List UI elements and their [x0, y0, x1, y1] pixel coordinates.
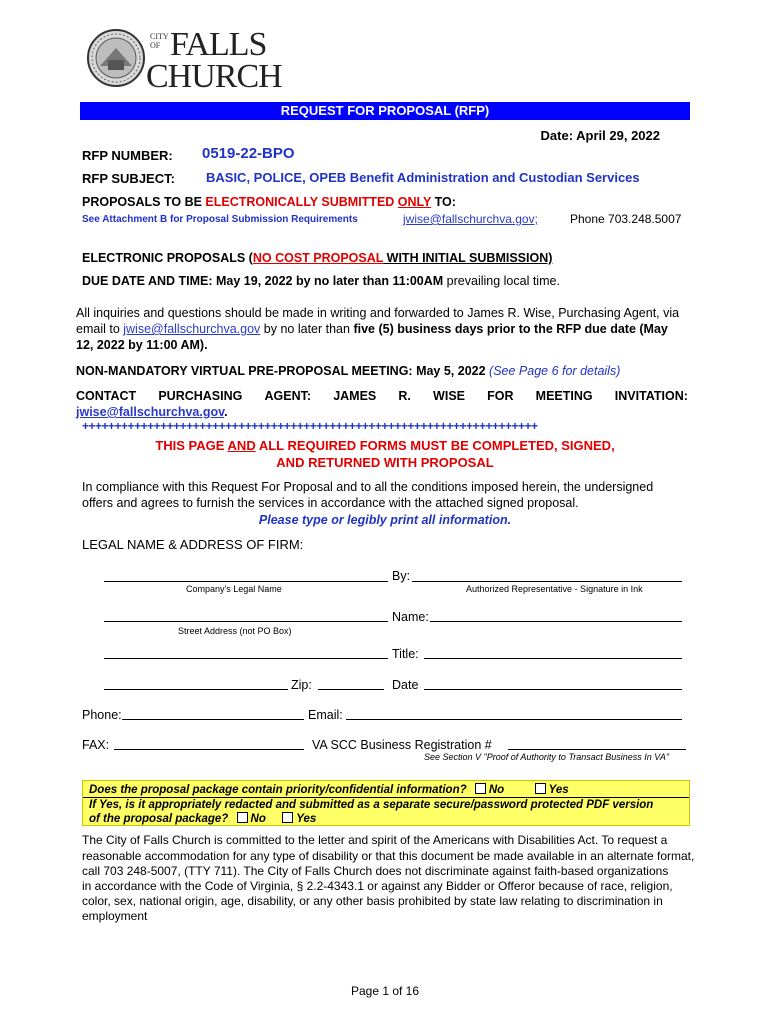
- submission-electronically: ELECTRONICALLY SUBMITTED: [205, 195, 398, 209]
- contact-word: CONTACT: [76, 389, 137, 403]
- contact-word: PURCHASING: [158, 389, 243, 403]
- city-seal-icon: [86, 28, 146, 88]
- signature-field[interactable]: [412, 581, 682, 582]
- q2-no-checkbox[interactable]: [237, 812, 248, 823]
- contact-word: WISE: [433, 389, 465, 403]
- contact-word: MEETING: [535, 389, 593, 403]
- rfp-number-value: 0519-22-BPO: [202, 145, 295, 162]
- due-date: [82, 274, 560, 288]
- rfp-number-label: RFP NUMBER:: [82, 148, 173, 163]
- q1-yes-label: Yes: [548, 784, 569, 796]
- state-field[interactable]: [104, 689, 288, 690]
- compliance-line2: offers and agrees to furnish the services in accordance with the attached signed proposal.: [82, 496, 579, 510]
- inquiries-line2: [76, 322, 668, 336]
- electronic-proposals: [82, 251, 552, 265]
- company-caption: Company's Legal Name: [186, 584, 282, 594]
- date-field[interactable]: [424, 689, 682, 690]
- inquiries-email-link[interactable]: jwise@fallschurchva.gov: [123, 322, 261, 336]
- submission-phone: Phone 703.248.5007: [570, 212, 682, 226]
- fax-field[interactable]: [114, 749, 304, 750]
- confidential-q2-line1: If Yes, is it appropriately redacted and submitted as a separate secure/password protected PDF version: [89, 799, 654, 811]
- q1-no-checkbox[interactable]: [475, 783, 486, 794]
- required-and: AND: [227, 438, 256, 453]
- legal-heading: LEGAL NAME & ADDRESS OF FIRM:: [82, 537, 304, 552]
- logo-city-of: CITY OF: [150, 32, 169, 50]
- inquiries-line3: 12, 2022 by 11:00 AM).: [76, 338, 208, 352]
- confidential-q1-text: Does the proposal package contain priority/confidential information?: [89, 784, 467, 796]
- title-label: Title:: [392, 647, 419, 661]
- fax-label: FAX:: [82, 738, 110, 752]
- page-number: Page 1 of 16: [350, 984, 420, 998]
- submission-prefix: PROPOSALS TO BE: [82, 195, 206, 209]
- compliance-line1: In compliance with this Request For Proposal and to all the conditions imposed herein, the undersigned: [82, 480, 654, 494]
- contact-word: FOR: [487, 389, 514, 403]
- scc-field[interactable]: [508, 749, 686, 750]
- signature-caption: Authorized Representative - Signature in Ink: [466, 584, 643, 594]
- rfp-banner: [80, 102, 690, 120]
- phone-field[interactable]: [122, 719, 304, 720]
- compliance-line3: Please type or legibly print all information.: [258, 513, 512, 527]
- city-logo: [86, 24, 282, 95]
- phone-label: Phone:: [82, 708, 122, 722]
- q2-no-label: No: [250, 813, 266, 825]
- email-label: Email:: [308, 708, 343, 722]
- contact-email-link[interactable]: jwise@fallschurchva.gov: [76, 405, 225, 419]
- scc-label: VA SCC Business Registration #: [312, 738, 492, 752]
- attachment-note: See Attachment B for Proposal Submission Requirements: [82, 214, 358, 225]
- confidential-box: [82, 780, 690, 826]
- rfp-subject-label: RFP SUBJECT:: [82, 171, 175, 186]
- confidential-q2-line2: [89, 812, 316, 825]
- required-post: ALL REQUIRED FORMS MUST BE COMPLETED, SIGNED,: [255, 438, 615, 453]
- required-line1: [0, 438, 770, 453]
- electronic-suffix: WITH INITIAL SUBMISSION): [383, 251, 553, 265]
- electronic-prefix: ELECTRONIC PROPOSALS (: [82, 251, 253, 265]
- contact-line: [76, 389, 688, 403]
- required-line2: AND RETURNED WITH PROPOSAL: [276, 455, 494, 470]
- by-label: By:: [392, 569, 411, 583]
- contact-word: R.: [398, 389, 411, 403]
- submission-only: ONLY: [397, 195, 432, 209]
- inquiries-deadline: five (5) business days prior to the RFP due date (May: [353, 322, 668, 336]
- due-date-rest: prevailing local time.: [443, 274, 560, 288]
- q1-no-label: No: [488, 784, 505, 796]
- ada-line3: call 703 248-5007, (TTY 711). The City of Falls Church does not discriminate against faith-based organizations: [82, 864, 669, 878]
- street-caption: Street Address (not PO Box): [178, 626, 292, 636]
- rfp-date: Date: April 29, 2022: [540, 128, 660, 143]
- confidential-q2-text: of the proposal package?: [89, 813, 229, 825]
- inquiries-email-pre: email to: [76, 322, 124, 336]
- inquiries-mid: by no later than: [260, 322, 354, 336]
- street-address-field[interactable]: [104, 621, 388, 622]
- no-cost-proposal: NO COST PROPOSAL: [252, 251, 384, 265]
- logo-falls: FALLS: [170, 26, 267, 63]
- date-label: Date: [392, 678, 419, 692]
- logo-church: CHURCH: [146, 58, 282, 95]
- ada-line4: in accordance with the Code of Virginia, § 2.2-4343.1 or against any Bidder or Offeror because of race, religion,: [82, 879, 673, 893]
- city-state-field[interactable]: [104, 658, 388, 659]
- due-date-bold: DUE DATE AND TIME: May 19, 2022 by no later than 11:00AM: [82, 274, 444, 288]
- contact-word: JAMES: [333, 389, 377, 403]
- company-name-field[interactable]: [104, 581, 388, 582]
- ada-line5: color, sex, national origin, age, disability, or any other basis prohibited by state law relating to discrimination in: [82, 894, 663, 908]
- submission-line: [82, 195, 456, 209]
- meeting-note: (See Page 6 for details): [485, 364, 621, 378]
- plus-separator: ++++++++++++++++++++++++++++++++++++++++++++++++++++++++++++++++++++++: [82, 419, 538, 433]
- ada-line6: employment: [82, 909, 148, 923]
- contact-email-period: .: [224, 405, 228, 419]
- submission-suffix: TO:: [431, 195, 456, 209]
- q2-yes-label: Yes: [296, 813, 317, 825]
- scc-note: See Section V "Proof of Authority to Transact Business In VA": [424, 752, 670, 762]
- meeting-bold: NON-MANDATORY VIRTUAL PRE-PROPOSAL MEETING: May 5, 2022: [76, 364, 486, 378]
- rfp-subject-value: BASIC, POLICE, OPEB Benefit Administration and Custodian Services: [206, 170, 640, 185]
- name-field[interactable]: [430, 621, 682, 622]
- email-field[interactable]: [346, 719, 682, 720]
- required-pre: THIS PAGE: [155, 438, 228, 453]
- contact-email: [76, 405, 228, 419]
- confidential-q1: [89, 783, 569, 796]
- contact-word: INVITATION:: [614, 389, 688, 403]
- q2-yes-checkbox[interactable]: [282, 812, 293, 823]
- contact-word: AGENT:: [264, 389, 312, 403]
- name-label: Name:: [392, 610, 429, 624]
- submission-email-link[interactable]: jwise@fallschurchva.gov;: [403, 212, 538, 226]
- inquiries-line1: All inquiries and questions should be made in writing and forwarded to James R. Wise, Purchasing Agent, via: [76, 306, 680, 320]
- banner-title: REQUEST FOR PROPOSAL (RFP): [280, 103, 490, 118]
- title-field[interactable]: [424, 658, 682, 659]
- q1-yes-checkbox[interactable]: [535, 783, 546, 794]
- ada-line1: The City of Falls Church is committed to the letter and spirit of the Americans with Disabilities Act. To request a: [82, 833, 668, 847]
- ada-line2: reasonable accommodation for any type of disability or that this document be made available in an alternate format,: [82, 849, 695, 863]
- meeting-line: [76, 364, 620, 378]
- zip-label: Zip:: [291, 678, 312, 692]
- zip-field[interactable]: [318, 689, 384, 690]
